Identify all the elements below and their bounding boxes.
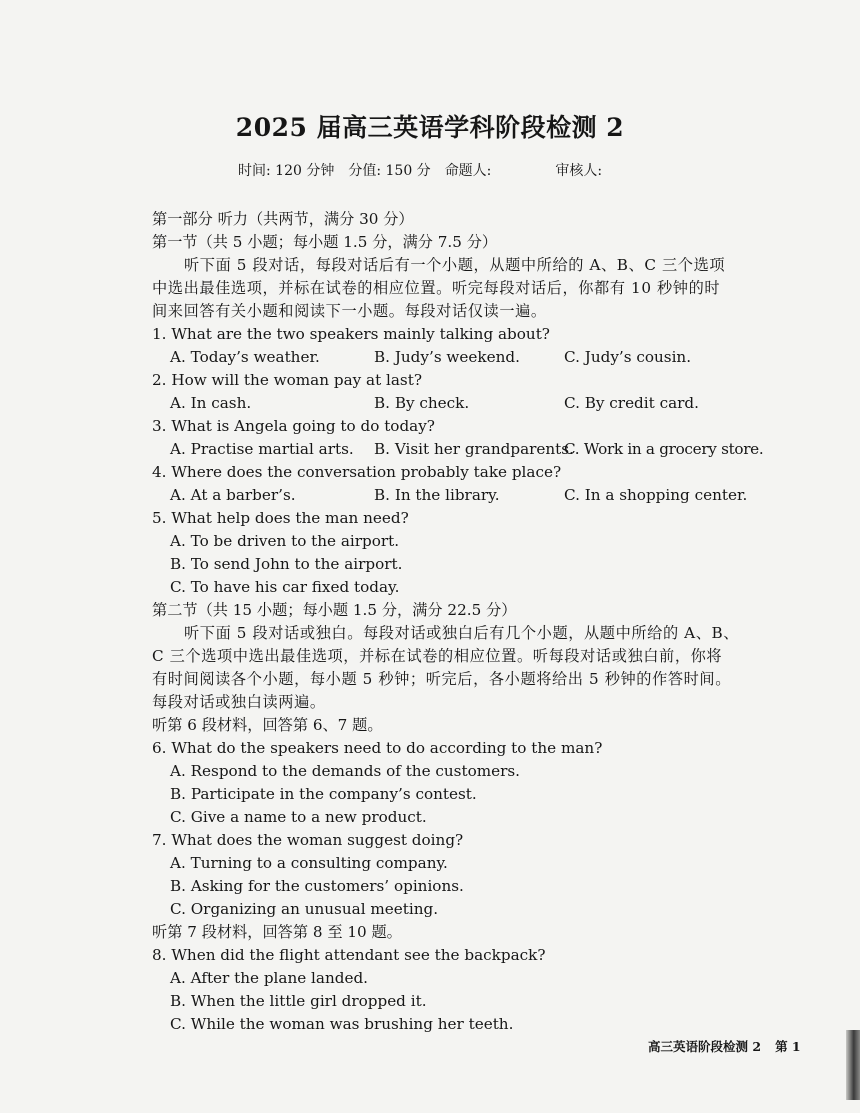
page-number: 第 1 bbox=[775, 1039, 801, 1054]
page-footer bbox=[648, 1037, 801, 1055]
option-b: B. When the little girl dropped it. bbox=[170, 992, 427, 1010]
question-5: 5. What help does the man need? bbox=[152, 509, 409, 527]
section2-instructions-line: C 三个选项中选出最佳选项，并标在试卷的相应位置。听每段对话或独白前，你将 bbox=[152, 647, 723, 665]
question-2-options bbox=[152, 392, 792, 415]
option-c: C. Organizing an unusual meeting. bbox=[170, 900, 439, 918]
option-c: C. Judy’s cousin. bbox=[564, 348, 692, 366]
section1-instructions-line: 间来回答有关小题和阅读下一小题。每段对话仅读一遍。 bbox=[152, 302, 547, 320]
exam-meta bbox=[238, 160, 616, 180]
exam-score: 分值: 150 分 bbox=[348, 163, 431, 179]
material-6-heading: 听第 6 段材料，回答第 6、7 题。 bbox=[152, 716, 383, 734]
question-6: 6. What do the speakers need to do according to the man? bbox=[152, 739, 603, 757]
part1-heading: 第一部分 听力（共两节，满分 30 分） bbox=[152, 210, 414, 228]
section2-instructions-line: 有时间阅读各个小题，每小题 5 秒钟；听完后，各小题将给出 5 秒钟的作答时间。 bbox=[152, 670, 732, 688]
option-b: B. In the library. bbox=[374, 486, 500, 504]
section2-instructions-line: 每段对话或独白读两遍。 bbox=[152, 693, 326, 711]
option-b: B. By check. bbox=[374, 394, 470, 412]
section2-heading: 第二节（共 15 小题；每小题 1.5 分，满分 22.5 分） bbox=[152, 601, 517, 619]
exam-title: 2025 届高三英语学科阶段检测 2 bbox=[235, 113, 625, 142]
exam-time: 时间: 120 分钟 bbox=[238, 163, 335, 179]
question-3: 3. What is Angela going to do today? bbox=[152, 417, 435, 435]
option-b: B. Judy’s weekend. bbox=[374, 348, 520, 366]
option-a: A. Practise martial arts. bbox=[170, 440, 354, 458]
question-1: 1. What are the two speakers mainly talking about? bbox=[152, 325, 550, 343]
section1-heading: 第一节（共 5 小题；每小题 1.5 分，满分 7.5 分） bbox=[152, 233, 498, 251]
option-a: A. At a barber’s. bbox=[170, 486, 296, 504]
material-7-heading: 听第 7 段材料，回答第 8 至 10 题。 bbox=[152, 923, 402, 941]
question-7: 7. What does the woman suggest doing? bbox=[152, 831, 464, 849]
option-a: A. Turning to a consulting company. bbox=[170, 854, 448, 872]
question-1-options bbox=[152, 346, 792, 369]
exam-content bbox=[152, 208, 792, 1036]
question-4: 4. Where does the conversation probably take place? bbox=[152, 463, 562, 481]
question-3-options bbox=[152, 438, 792, 461]
question-2: 2. How will the woman pay at last? bbox=[152, 371, 422, 389]
option-a: A. To be driven to the airport. bbox=[170, 532, 400, 550]
option-c: C. By credit card. bbox=[564, 394, 699, 412]
section1-instructions-line: 中选出最佳选项，并标在试卷的相应位置。听完每段对话后，你都有 10 秒钟的时 bbox=[152, 279, 721, 297]
option-c: C. Work in a grocery store. bbox=[564, 440, 764, 458]
footer-label: 高三英语阶段检测 2 bbox=[648, 1039, 762, 1054]
option-a: A. After the plane landed. bbox=[170, 969, 369, 987]
option-c: C. Give a name to a new product. bbox=[170, 808, 427, 826]
exam-reviewer: 审核人: bbox=[555, 163, 603, 179]
scan-edge-shadow bbox=[846, 1030, 860, 1100]
question-8: 8. When did the flight attendant see the backpack? bbox=[152, 946, 546, 964]
option-c: C. In a shopping center. bbox=[564, 486, 748, 504]
option-b: B. To send John to the airport. bbox=[170, 555, 403, 573]
question-4-options bbox=[152, 484, 792, 507]
exam-author: 命题人: bbox=[444, 163, 492, 179]
section1-instructions-line: 听下面 5 段对话，每段对话后有一个小题，从题中所给的 A、B、C 三个选项 bbox=[184, 256, 726, 274]
option-b: B. Visit her grandparents. bbox=[374, 440, 574, 458]
option-a: A. Respond to the demands of the customers. bbox=[170, 762, 520, 780]
option-a: A. Today’s weather. bbox=[170, 348, 320, 366]
section2-instructions-line: 听下面 5 段对话或独白。每段对话或独白后有几个小题，从题中所给的 A、B、 bbox=[184, 624, 740, 642]
option-c: C. To have his car fixed today. bbox=[170, 578, 400, 596]
option-b: B. Participate in the company’s contest. bbox=[170, 785, 477, 803]
option-a: A. In cash. bbox=[170, 394, 252, 412]
option-c: C. While the woman was brushing her teeth. bbox=[170, 1015, 514, 1033]
option-b: B. Asking for the customers’ opinions. bbox=[170, 877, 464, 895]
